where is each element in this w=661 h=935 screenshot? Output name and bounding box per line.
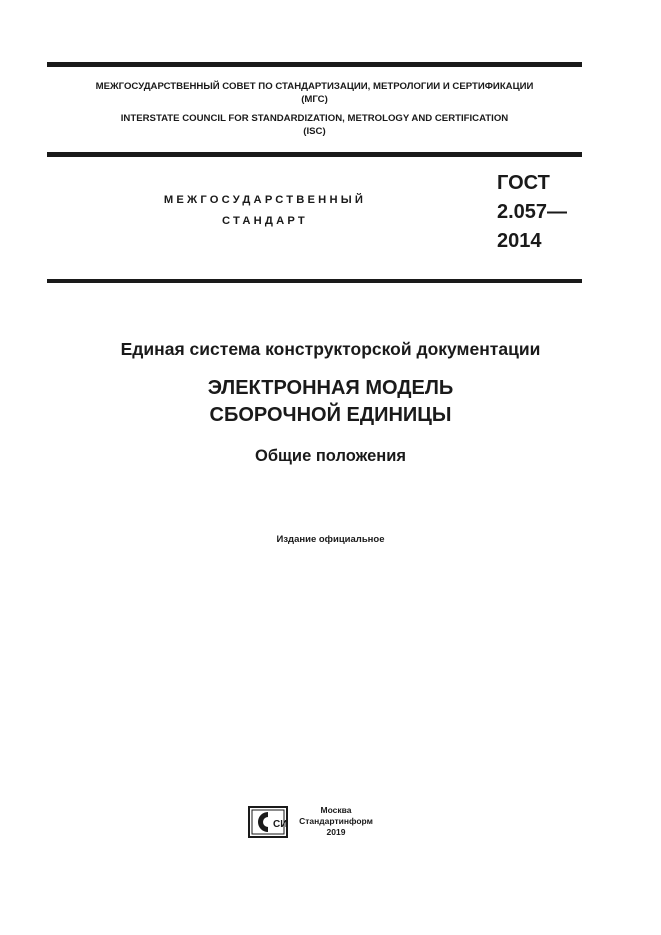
top-rule	[47, 62, 582, 67]
publisher-name: Стандартинформ	[299, 816, 373, 826]
standard-kind-line1: МЕЖГОСУДАРСТВЕННЫЙ	[163, 194, 367, 206]
standartinform-logo-icon	[248, 806, 288, 838]
bottom-rule	[47, 279, 582, 283]
council-ru-line1: МЕЖГОСУДАРСТВЕННЫЙ СОВЕТ ПО СТАНДАРТИЗАЦИИ, МЕТРОЛОГИИ И СЕРТИФИКАЦИИ	[95, 81, 534, 92]
council-en-line2: (ISC)	[303, 126, 326, 137]
council-name-en	[47, 112, 582, 138]
document-subtitle: Общие положения	[254, 447, 406, 465]
gost-year: 2014	[497, 230, 542, 252]
gost-number: 2.057—	[497, 201, 568, 223]
logo-lettering: СИ	[273, 819, 288, 830]
standard-kind-line2: СТАНДАРТ	[222, 215, 308, 227]
document-title-line2: СБОРОЧНОЙ ЕДИНИЦЫ	[209, 404, 452, 426]
council-name-ru	[47, 80, 582, 106]
middle-rule	[47, 152, 582, 157]
gost-designation	[497, 169, 567, 256]
council-ru-line2: (МГС)	[301, 94, 328, 105]
document-title-line1: ЭЛЕКТРОННАЯ МОДЕЛЬ	[207, 377, 454, 399]
gost-label: ГОСТ	[497, 172, 550, 194]
council-en-line1: INTERSTATE COUNCIL FOR STANDARDIZATION, METROLOGY AND CERTIFICATION	[120, 113, 509, 124]
publisher-block	[296, 805, 376, 838]
document-title	[0, 375, 661, 429]
standard-kind	[120, 190, 410, 232]
publisher-city: Москва	[320, 805, 352, 815]
edition-note: Издание официальное	[276, 534, 385, 545]
publisher-year: 2019	[326, 827, 346, 837]
document-series: Единая система конструкторской документации	[120, 339, 541, 359]
